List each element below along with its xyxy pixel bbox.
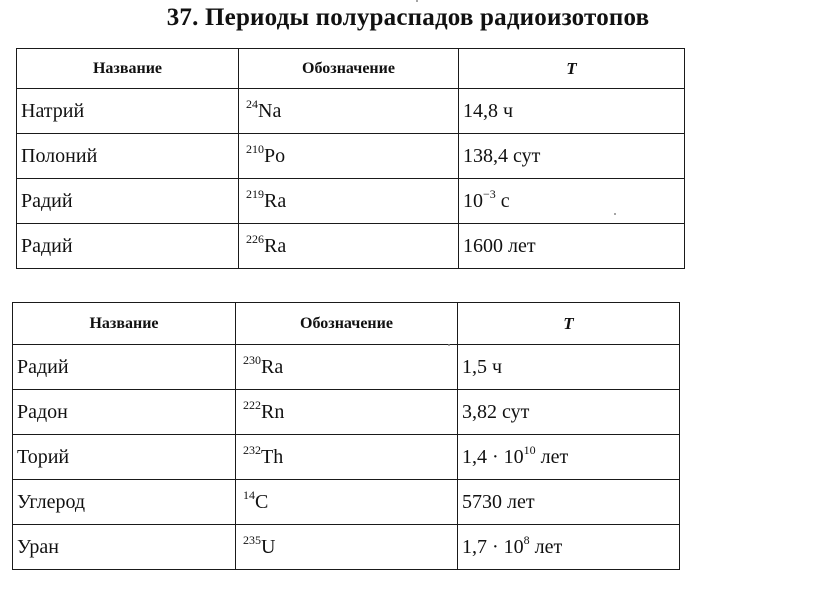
halflife-cell [458, 525, 680, 570]
isotope-name-cell: Торий [13, 435, 236, 480]
element-symbol: Rn [261, 400, 285, 423]
isotope-symbol-cell [239, 224, 459, 269]
column-header-name: Название [13, 303, 236, 345]
halflife-cell [458, 390, 680, 435]
halflife-unit: лет [535, 445, 569, 468]
element-symbol: Ra [264, 234, 287, 257]
halflife-cell [458, 345, 680, 390]
table-body [13, 345, 680, 570]
halflife-value: 1,4 · 10 [462, 445, 524, 468]
table-row [17, 179, 685, 224]
element-symbol: C [255, 490, 269, 513]
table-row [17, 89, 685, 134]
halflife-value: 1,5 ч [462, 355, 503, 378]
table-row [17, 134, 685, 179]
isotope-name-cell: Радон [13, 390, 236, 435]
element-symbol: Na [258, 99, 282, 122]
mass-number: 210 [246, 141, 264, 156]
halflife-value: 138,4 сут [463, 144, 541, 167]
halflife-cell [458, 435, 680, 480]
isotope-symbol-cell [236, 435, 458, 480]
element-symbol: Po [264, 144, 286, 167]
isotope-table-2 [12, 302, 680, 570]
halflife-cell [459, 224, 685, 269]
halflife-cell [459, 179, 685, 224]
table-row [13, 525, 680, 570]
element-symbol: Ra [264, 189, 287, 212]
table-row [13, 345, 680, 390]
table-body [17, 89, 685, 269]
halflife-value: 14,8 ч [463, 99, 514, 122]
halflife-value: 3,82 сут [462, 400, 530, 423]
halflife-cell [458, 480, 680, 525]
halflife-value: 5730 лет [462, 490, 535, 513]
halflife-exponent: 8 [523, 532, 530, 547]
column-header-name: Название [17, 49, 239, 89]
isotope-name-cell: Натрий [17, 89, 239, 134]
element-symbol: Ra [261, 355, 284, 378]
isotope-symbol-cell [236, 525, 458, 570]
table-header-row [17, 49, 685, 89]
scan-speck [614, 213, 616, 215]
isotope-name-cell: Полоний [17, 134, 239, 179]
table-row [17, 224, 685, 269]
isotope-name-cell: Уран [13, 525, 236, 570]
mass-number: 235 [243, 532, 261, 547]
mass-number: 232 [243, 442, 261, 457]
halflife-unit: лет [529, 535, 563, 558]
table-row [13, 435, 680, 480]
isotope-symbol-cell [236, 345, 458, 390]
mass-number: 226 [246, 231, 264, 246]
isotope-symbol-cell [239, 89, 459, 134]
halflife-unit: с [495, 189, 510, 212]
halflife-exponent: 10 [523, 442, 536, 457]
isotope-symbol-cell [239, 179, 459, 224]
mass-number: 222 [243, 397, 261, 412]
element-symbol: U [261, 535, 276, 558]
halflife-value: 1,7 · 10 [462, 535, 524, 558]
isotope-name-cell: Радий [17, 224, 239, 269]
page-title: 37. Периоды полураспадов радиоизотопов [166, 4, 650, 31]
halflife-cell [459, 134, 685, 179]
column-header-symbol: Обозначение [239, 49, 459, 89]
isotope-name-cell: Радий [17, 179, 239, 224]
element-symbol: Th [261, 445, 284, 468]
table-row [13, 390, 680, 435]
halflife-exponent: −3 [483, 186, 496, 201]
halflife-value: 10 [463, 189, 483, 212]
scan-speck [416, 0, 418, 2]
isotope-table-1 [16, 48, 685, 269]
halflife-value: 1600 лет [463, 234, 536, 257]
column-header-halflife: T [458, 303, 680, 345]
table-row [13, 480, 680, 525]
halflife-cell [459, 89, 685, 134]
mass-number: 24 [246, 96, 258, 111]
mass-number: 14 [243, 487, 255, 502]
mass-number: 230 [243, 352, 261, 367]
scan-speck [448, 344, 450, 346]
column-header-symbol: Обозначение [236, 303, 458, 345]
isotope-name-cell: Радий [13, 345, 236, 390]
isotope-symbol-cell [236, 480, 458, 525]
isotope-symbol-cell [239, 134, 459, 179]
table-header-row [13, 303, 680, 345]
isotope-name-cell: Углерод [13, 480, 236, 525]
mass-number: 219 [246, 186, 264, 201]
column-header-halflife: T [459, 49, 685, 89]
isotope-symbol-cell [236, 390, 458, 435]
